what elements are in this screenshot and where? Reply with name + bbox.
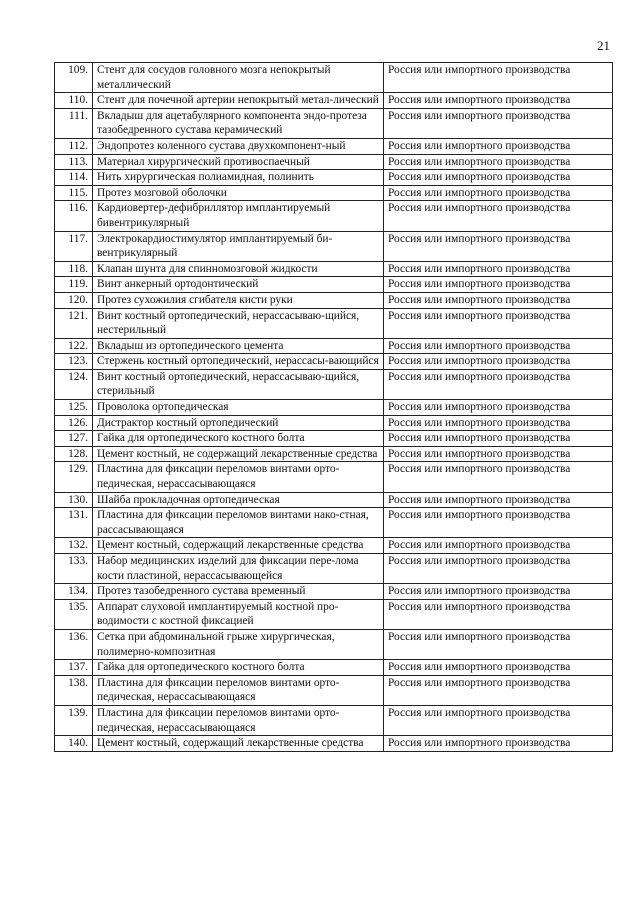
device-origin: Россия или импортного производства (384, 705, 613, 735)
device-origin: Россия или импортного производства (384, 63, 613, 93)
device-origin: Россия или импортного производства (384, 308, 613, 338)
table-row (55, 492, 613, 508)
device-name: Материал хирургический противоспаечный (93, 154, 384, 170)
table-row (55, 108, 613, 138)
row-number: 125. (55, 400, 93, 416)
row-number: 116. (55, 201, 93, 231)
row-number: 120. (55, 292, 93, 308)
device-name: Гайка для ортопедического костного болта (93, 431, 384, 447)
row-number: 123. (55, 354, 93, 370)
device-name: Гайка для ортопедического костного болта (93, 660, 384, 676)
device-origin: Россия или импортного производства (384, 354, 613, 370)
device-name: Стент для почечной артерии непокрытый метал-лический (93, 93, 384, 109)
table-row (55, 93, 613, 109)
table-row (55, 400, 613, 416)
device-name: Электрокардиостимулятор имплантируемый би-вентрикулярный (93, 231, 384, 261)
row-number: 127. (55, 431, 93, 447)
row-number: 135. (55, 599, 93, 629)
row-number: 136. (55, 629, 93, 659)
device-name: Шайба прокладочная ортопедическая (93, 492, 384, 508)
device-origin: Россия или импортного производства (384, 508, 613, 538)
row-number: 122. (55, 338, 93, 354)
table-row (55, 138, 613, 154)
row-number: 139. (55, 705, 93, 735)
device-origin: Россия или импортного производства (384, 138, 613, 154)
device-name: Сетка при абдоминальной грыже хирургическая, полимерно-композитная (93, 629, 384, 659)
table-row (55, 154, 613, 170)
row-number: 131. (55, 508, 93, 538)
table-row (55, 261, 613, 277)
row-number: 109. (55, 63, 93, 93)
table-row (55, 599, 613, 629)
device-name: Винт анкерный ортодонтический (93, 277, 384, 293)
device-origin: Россия или импортного производства (384, 369, 613, 399)
device-name: Протез сухожилия сгибателя кисти руки (93, 292, 384, 308)
device-origin: Россия или импортного производства (384, 400, 613, 416)
device-name: Цемент костный, содержащий лекарственные средства (93, 538, 384, 554)
device-table (54, 62, 613, 752)
device-origin: Россия или импортного производства (384, 675, 613, 705)
device-name: Аппарат слуховой имплантируемый костной про-водимости с костной фиксацией (93, 599, 384, 629)
table-row (55, 705, 613, 735)
device-name: Пластина для фиксации переломов винтами орто-педическая, нерассасывающаяся (93, 675, 384, 705)
device-origin: Россия или импортного производства (384, 660, 613, 676)
device-name: Пластина для фиксации переломов винтами нако-стная, рассасывающаяся (93, 508, 384, 538)
table-row (55, 462, 613, 492)
row-number: 134. (55, 584, 93, 600)
row-number: 140. (55, 736, 93, 752)
table-row (55, 338, 613, 354)
device-origin: Россия или импортного производства (384, 629, 613, 659)
row-number: 137. (55, 660, 93, 676)
device-origin: Россия или импортного производства (384, 108, 613, 138)
table-row (55, 354, 613, 370)
table-row (55, 508, 613, 538)
device-name: Винт костный ортопедический, нерассасываю-щийся, стерильный (93, 369, 384, 399)
device-origin: Россия или импортного производства (384, 431, 613, 447)
device-name: Пластина для фиксации переломов винтами орто-педическая, нерассасывающаяся (93, 705, 384, 735)
table-row (55, 675, 613, 705)
device-name: Дистрактор костный ортопедический (93, 415, 384, 431)
device-origin: Россия или импортного производства (384, 261, 613, 277)
device-name: Вкладыш для ацетабулярного компонента эндо-протеза тазобедренного сустава керамический (93, 108, 384, 138)
device-name: Набор медицинских изделий для фиксации пере-лома кости пластиной, нерассасывающейся (93, 554, 384, 584)
table-row (55, 538, 613, 554)
device-origin: Россия или импортного производства (384, 277, 613, 293)
device-origin: Россия или импортного производства (384, 338, 613, 354)
device-name: Цемент костный, содержащий лекарственные средства (93, 736, 384, 752)
row-number: 114. (55, 170, 93, 186)
device-origin: Россия или импортного производства (384, 736, 613, 752)
table-row (55, 660, 613, 676)
row-number: 124. (55, 369, 93, 399)
device-name: Пластина для фиксации переломов винтами орто-педическая, нерассасывающаяся (93, 462, 384, 492)
table-row (55, 308, 613, 338)
device-name: Нить хирургическая полиамидная, полинить (93, 170, 384, 186)
device-name: Протез тазобедренного сустава временный (93, 584, 384, 600)
row-number: 115. (55, 185, 93, 201)
device-name: Вкладыш из ортопедического цемента (93, 338, 384, 354)
table-row (55, 554, 613, 584)
table-row (55, 431, 613, 447)
device-name: Винт костный ортопедический, нерассасываю-щийся, нестерильный (93, 308, 384, 338)
device-origin: Россия или импортного производства (384, 292, 613, 308)
table-row (55, 446, 613, 462)
table-row (55, 231, 613, 261)
row-number: 129. (55, 462, 93, 492)
table-row (55, 185, 613, 201)
table-row (55, 201, 613, 231)
device-name: Цемент костный, не содержащий лекарственные средства (93, 446, 384, 462)
row-number: 132. (55, 538, 93, 554)
table-row (55, 292, 613, 308)
device-origin: Россия или импортного производства (384, 93, 613, 109)
row-number: 133. (55, 554, 93, 584)
device-name: Кардиовертер-дефибриллятор имплантируемый бивентрикулярный (93, 201, 384, 231)
row-number: 118. (55, 261, 93, 277)
device-origin: Россия или импортного производства (384, 170, 613, 186)
device-origin: Россия или импортного производства (384, 462, 613, 492)
row-number: 119. (55, 277, 93, 293)
device-origin: Россия или импортного производства (384, 185, 613, 201)
device-name: Стержень костный ортопедический, нерассасы-вающийся (93, 354, 384, 370)
device-name: Стент для сосудов головного мозга непокрытый металлический (93, 63, 384, 93)
row-number: 126. (55, 415, 93, 431)
page-number: 21 (597, 38, 610, 53)
device-origin: Россия или импортного производства (384, 201, 613, 231)
table-row (55, 63, 613, 93)
row-number: 111. (55, 108, 93, 138)
table-row (55, 170, 613, 186)
device-origin: Россия или импортного производства (384, 599, 613, 629)
row-number: 117. (55, 231, 93, 261)
table-row (55, 629, 613, 659)
device-name: Эндопротез коленного сустава двухкомпонент-ный (93, 138, 384, 154)
table-row (55, 736, 613, 752)
row-number: 110. (55, 93, 93, 109)
table-row (55, 415, 613, 431)
row-number: 138. (55, 675, 93, 705)
device-origin: Россия или импортного производства (384, 231, 613, 261)
device-origin: Россия или импортного производства (384, 154, 613, 170)
device-table-body (55, 63, 613, 752)
row-number: 130. (55, 492, 93, 508)
table-row (55, 584, 613, 600)
row-number: 113. (55, 154, 93, 170)
device-origin: Россия или импортного производства (384, 554, 613, 584)
row-number: 112. (55, 138, 93, 154)
device-origin: Россия или импортного производства (384, 538, 613, 554)
device-origin: Россия или импортного производства (384, 415, 613, 431)
row-number: 121. (55, 308, 93, 338)
row-number: 128. (55, 446, 93, 462)
device-name: Проволока ортопедическая (93, 400, 384, 416)
table-row (55, 369, 613, 399)
table-row (55, 277, 613, 293)
device-origin: Россия или импортного производства (384, 446, 613, 462)
device-origin: Россия или импортного производства (384, 584, 613, 600)
device-name: Протез мозговой оболочки (93, 185, 384, 201)
device-origin: Россия или импортного производства (384, 492, 613, 508)
device-name: Клапан шунта для спинномозговой жидкости (93, 261, 384, 277)
